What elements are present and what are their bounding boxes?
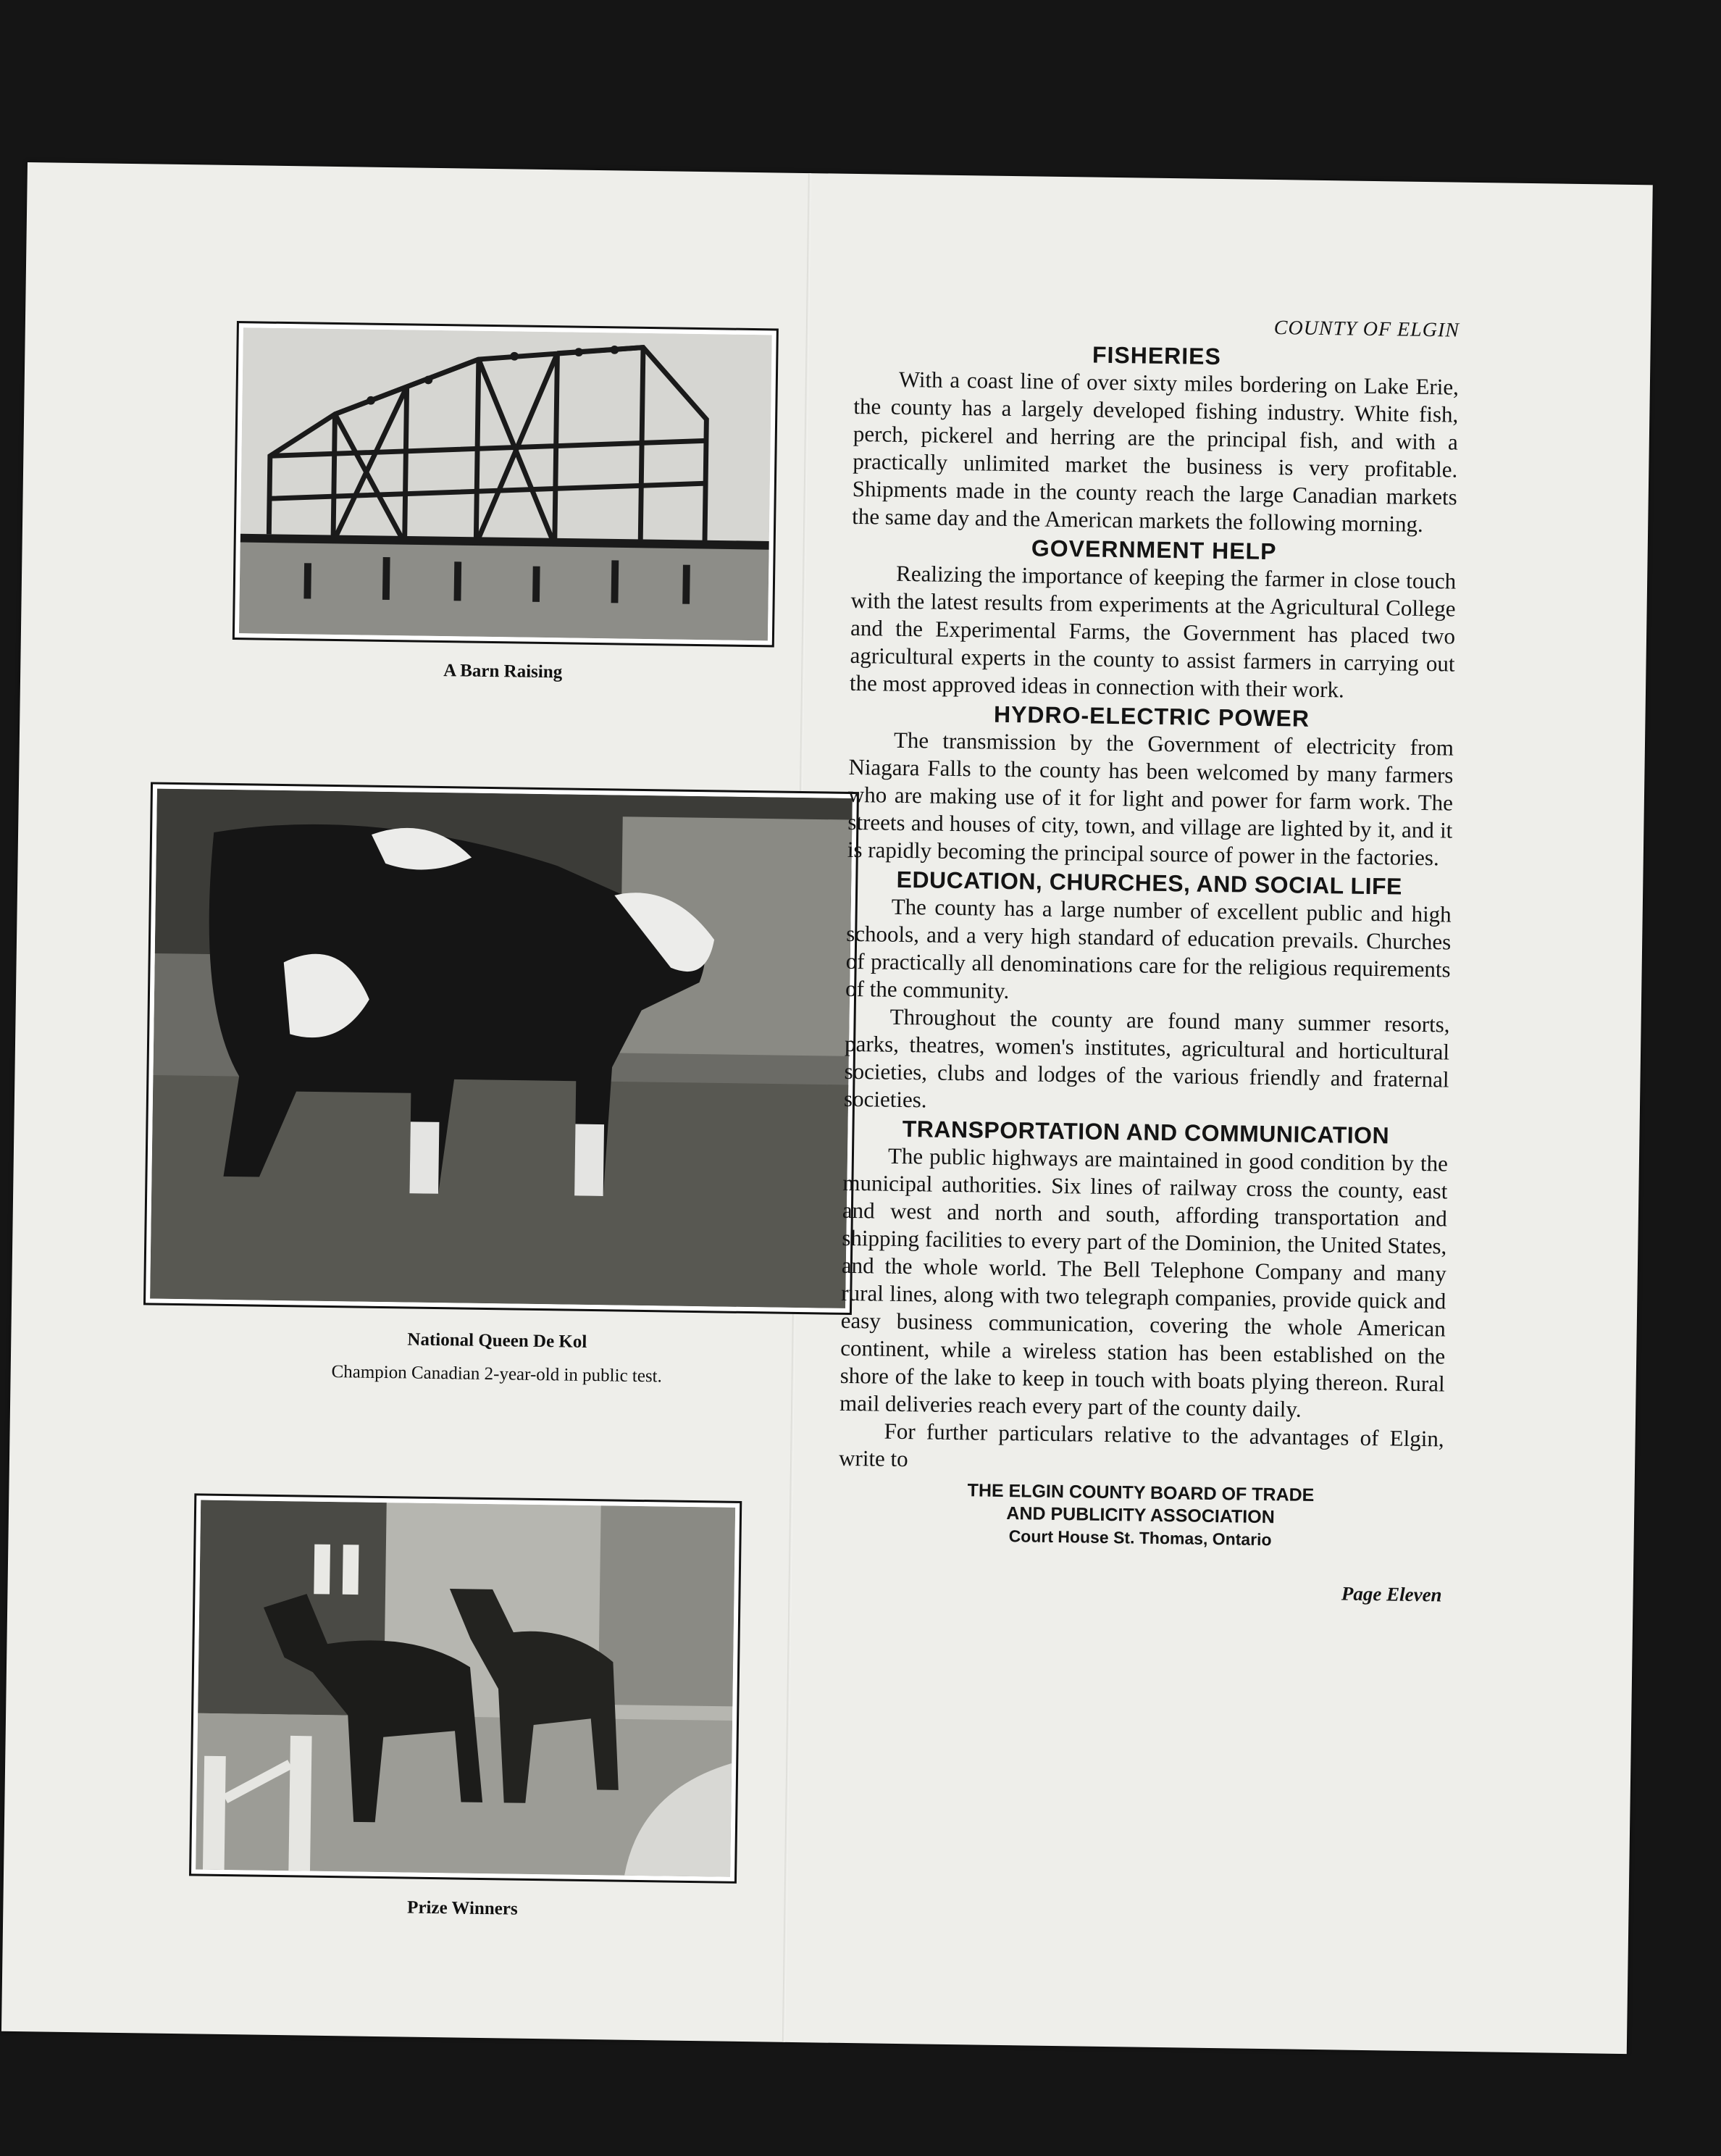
section-paragraph: Realizing the importance of keeping the farmer in close touch with the latest results from experiments at the Agricultural College and the Experimental Farms, the Government has placed two agricultural experts in the county to assist farmers in carrying out the most approved ideas in connection with their work. — [849, 560, 1457, 703]
address-line: Court House St. Thomas, Ontario — [1008, 1526, 1272, 1550]
barn-raising-photo — [233, 321, 779, 647]
address-line: THE ELGIN COUNTY BOARD OF TRADE — [967, 1480, 1315, 1505]
prize-cow-photo — [143, 782, 859, 1315]
section-paragraph: With a coast line of over sixty miles bordering on Lake Erie, the county has a largely developed fishing industry. White fish, perch, pickerel and herring are the principal fish, and with a practically unlimited market the business is very profitable. Shipments made in the county reach the large Canadian markets the same day and the American markets the following morning. — [852, 366, 1460, 537]
section-paragraph: The public highways are maintained in good condition by the municipal authorities. Six lines of railway cross the county, east and west and north and south, affording transportation and shipping facilities to every part of the Dominion, the United States, and the whole world. The Bell Telephone Company and many rural lines, along with two telegraph companies, provide quick and easy business communication, covering the whole American continent, while a wireless station has been established on the shore of the lake to keep in touch with boats plying thereon. Rural mail deliveries reach every part of the county daily. — [839, 1142, 1449, 1422]
article-column — [837, 309, 1460, 1608]
cow-image — [150, 789, 853, 1308]
photo-caption: Prize Winners — [406, 1897, 518, 1919]
section-heading: TRANSPORTATION AND COMMUNICATION — [902, 1115, 1390, 1149]
section-paragraph: The county has a large number of excellent public and high schools, and a very high standard of education prevails. Churches of practically all denominations care for the religious requirements of the community. — [845, 893, 1452, 1004]
section-paragraph: The transmission by the Government of electricity from Niagara Falls to the county has been welcomed by many farmers who are making use of it for light and power for farm work. The streets and houses of city, town, and village are lighted by it, and it is rapidly becoming the principal source of power in the factories. — [847, 727, 1454, 871]
prize-horses-photo — [189, 1493, 742, 1884]
section-heading: FISHERIES — [1092, 341, 1222, 370]
address-line: AND PUBLICITY ASSOCIATION — [1006, 1503, 1275, 1528]
page-number: Page Eleven — [1341, 1582, 1442, 1606]
photo-subcaption: Champion Canadian 2-year-old in public test. — [331, 1362, 663, 1387]
section-heading: HYDRO-ELECTRIC POWER — [993, 701, 1310, 732]
section-heading: GOVERNMENT HELP — [1031, 535, 1277, 565]
photo-caption: A Barn Raising — [443, 661, 563, 682]
photo-caption: National Queen De Kol — [407, 1329, 587, 1352]
horses-image — [196, 1500, 735, 1877]
running-head: COUNTY OF ELGIN — [1273, 317, 1460, 342]
contact-address — [837, 1478, 1443, 1554]
section-paragraph: Throughout the county are found many summer resorts, parks, theatres, women's institutes, agricultural and horticultural societies, clubs and lodges of the various friendly and fraternal societies. — [843, 1003, 1450, 1113]
book-page-spread — [1, 162, 1653, 2054]
barn-raising-image — [239, 327, 772, 640]
section-heading: EDUCATION, CHURCHES, AND SOCIAL LIFE — [896, 866, 1403, 900]
section-paragraph: For further particulars relative to the advantages of Elgin, write to — [838, 1418, 1444, 1472]
